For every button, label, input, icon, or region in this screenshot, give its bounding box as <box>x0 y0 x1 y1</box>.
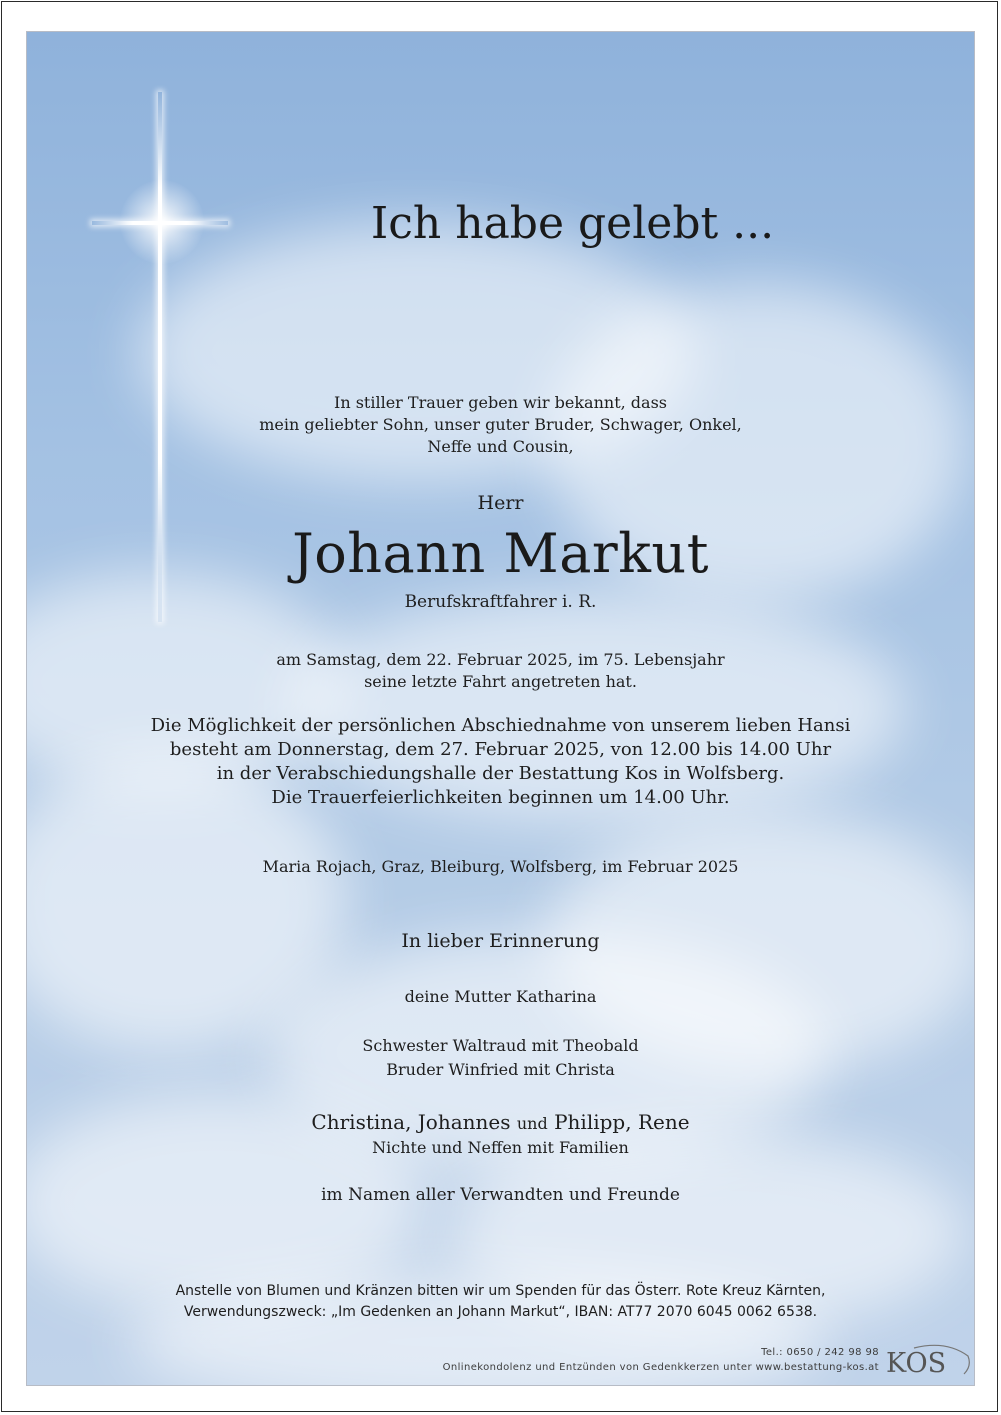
memory-heading: In lieber Erinnerung <box>401 930 600 952</box>
kos-logo-text: KOS <box>886 1348 947 1378</box>
relatives-line: im Namen aller Verwandten und Freunde <box>321 1185 680 1205</box>
places-date: Maria Rojach, Graz, Bleiburg, Wolfsberg, im Februar 2025 <box>262 857 739 876</box>
farewell-text <box>0 714 1001 810</box>
children-names: Christina, Johannes <box>311 1110 511 1134</box>
farewell-line: Die Möglichkeit der persönlichen Abschiednahme von unserem lieben Hansi <box>150 715 851 736</box>
sibling-line: Bruder Winfried mit Christa <box>386 1060 615 1079</box>
donation-text <box>0 1281 1001 1323</box>
children-names: Philipp, Rene <box>554 1110 690 1134</box>
intro-text <box>0 392 1001 458</box>
occupation: Berufskraftfahrer i. R. <box>404 592 597 612</box>
intro-line: mein geliebter Sohn, unser guter Bruder, Schwager, Onkel, <box>259 415 742 434</box>
farewell-line: besteht am Donnerstag, dem 27. Februar 2025, von 12.00 bis 14.00 Uhr <box>169 739 832 760</box>
intro-line: Neffe und Cousin, <box>427 437 574 456</box>
death-text <box>0 649 1001 693</box>
mother-line: deine Mutter Katharina <box>404 987 597 1006</box>
nieces-line: Nichte und Neffen mit Familien <box>372 1138 629 1157</box>
kos-logo <box>884 1342 974 1378</box>
farewell-line: in der Verabschiedungshalle der Bestattung Kos in Wolfsberg. <box>216 763 785 784</box>
intro-line: In stiller Trauer geben wir bekannt, dass <box>334 393 667 412</box>
kos-logo-icon <box>884 1342 974 1378</box>
deceased-name: Johann Markut <box>292 522 709 585</box>
children-joiner: und <box>516 1114 548 1133</box>
donation-line: Anstelle von Blumen und Kränzen bitten wir um Spenden für das Österr. Rote Kreuz Kärnten, <box>175 1283 826 1299</box>
farewell-line: Die Trauerfeierlichkeiten beginnen um 14.00 Uhr. <box>271 787 730 808</box>
siblings <box>0 1034 1001 1082</box>
footer-online: Onlinekondolenz und Entzünden von Gedenkkerzen unter www.bestattung-kos.at <box>442 1362 879 1373</box>
motto: Ich habe gelebt ... <box>370 198 775 249</box>
donation-line: Verwendungszweck: „Im Gedenken an Johann Markut“, IBAN: AT77 2070 6045 0062 6538. <box>183 1304 818 1320</box>
sibling-line: Schwester Waltraud mit Theobald <box>362 1036 639 1055</box>
death-line: seine letzte Fahrt angetreten hat. <box>364 672 637 691</box>
footer-phone: Tel.: 0650 / 242 98 98 <box>761 1347 879 1358</box>
children-line <box>0 1110 1001 1134</box>
death-line: am Samstag, dem 22. Februar 2025, im 75. Lebensjahr <box>276 650 725 669</box>
salutation: Herr <box>477 492 524 514</box>
